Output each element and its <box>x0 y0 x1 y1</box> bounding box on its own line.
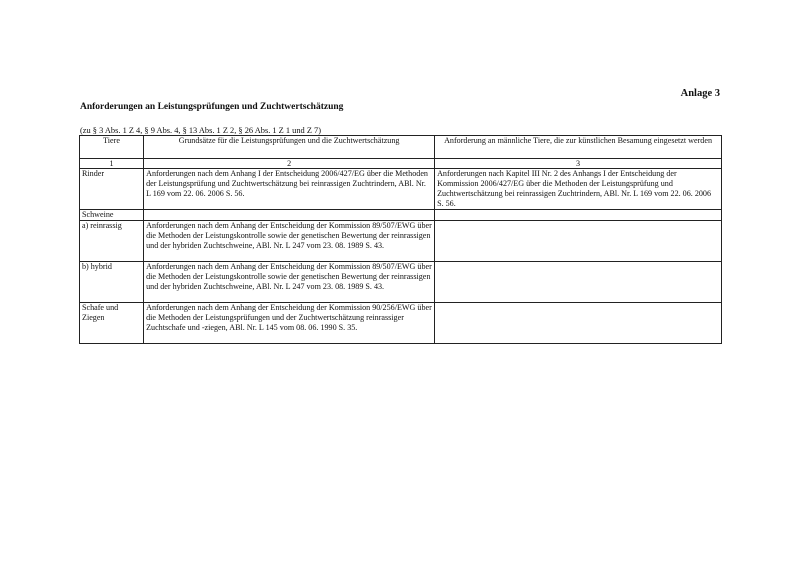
principles-cell <box>144 210 435 221</box>
table-row <box>80 210 722 221</box>
male-requirements-cell: Anforderungen nach Kapitel III Nr. 2 des Anhangs I der Entscheidung der Kommission 2006/427/EG über die Methoden der Leistungsprüfung und Zuchtwertschätzung bei reinrassigen Zuchtrindern, ABl. Nr. L 169 vom 22. 06. 2006 S. 56. <box>435 169 722 210</box>
column-number: 1 <box>80 159 144 169</box>
male-requirements-cell <box>435 221 722 262</box>
document-title: Anforderungen an Leistungsprüfungen und Zuchtwertschätzung <box>80 102 344 112</box>
table-header-row <box>80 136 722 159</box>
header-principles: Grundsätze für die Leistungsprüfungen und die Zuchtwertschätzung <box>144 136 435 159</box>
column-number-row <box>80 159 722 169</box>
male-requirements-cell <box>435 262 722 303</box>
header-animals: Tiere <box>80 136 144 159</box>
table-row <box>80 221 722 262</box>
requirements-table <box>79 135 722 344</box>
table-row <box>80 169 722 210</box>
column-number: 3 <box>435 159 722 169</box>
animal-cell: a) reinrassig <box>80 221 144 262</box>
animal-cell: Schafe und Ziegen <box>80 303 144 344</box>
male-requirements-cell <box>435 210 722 221</box>
table-row <box>80 303 722 344</box>
principles-cell: Anforderungen nach dem Anhang der Entscheidung der Kommission 89/507/EWG über die Methoden der Leistungskontrolle sowie der genetischen Bewertung der reinrassigen und der hybriden Zuchtschweine, ABl. Nr. L 247 vom 23. 08. 1989 S. 43. <box>144 221 435 262</box>
header-male-requirements: Anforderung an männliche Tiere, die zur künstlichen Besamung eingesetzt werden <box>435 136 722 159</box>
legal-reference: (zu § 3 Abs. 1 Z 4, § 9 Abs. 4, § 13 Abs. 1 Z 2, § 26 Abs. 1 Z 1 und Z 7) <box>80 126 322 135</box>
principles-cell: Anforderungen nach dem Anhang I der Entscheidung 2006/427/EG über die Methoden der Leistungsprüfung und Zuchtwertschätzung bei reinrassigen Zuchtrindern, ABl. Nr. L 169 vom 22. 06. 2006 S. 56. <box>144 169 435 210</box>
column-number: 2 <box>144 159 435 169</box>
animal-cell: b) hybrid <box>80 262 144 303</box>
male-requirements-cell <box>435 303 722 344</box>
table-row <box>80 262 722 303</box>
animal-cell: Schweine <box>80 210 144 221</box>
principles-cell: Anforderungen nach dem Anhang der Entscheidung der Kommission 89/507/EWG über die Methoden der Leistungskontrolle sowie der genetischen Bewertung der reinrassigen und der hybriden Zuchtschweine, ABl. Nr. L 247 vom 23. 08. 1989 S. 43. <box>144 262 435 303</box>
principles-cell: Anforderungen nach dem Anhang der Entscheidung der Kommission 90/256/EWG über die Methoden der Leistungsprüfungen und der Zuchtwertschätzung reinrassiger Zuchtschafe und -ziegen, ABl. Nr. L 145 vom 08. 06. 1990 S. 35. <box>144 303 435 344</box>
animal-cell: Rinder <box>80 169 144 210</box>
annex-label: Anlage 3 <box>680 88 720 99</box>
